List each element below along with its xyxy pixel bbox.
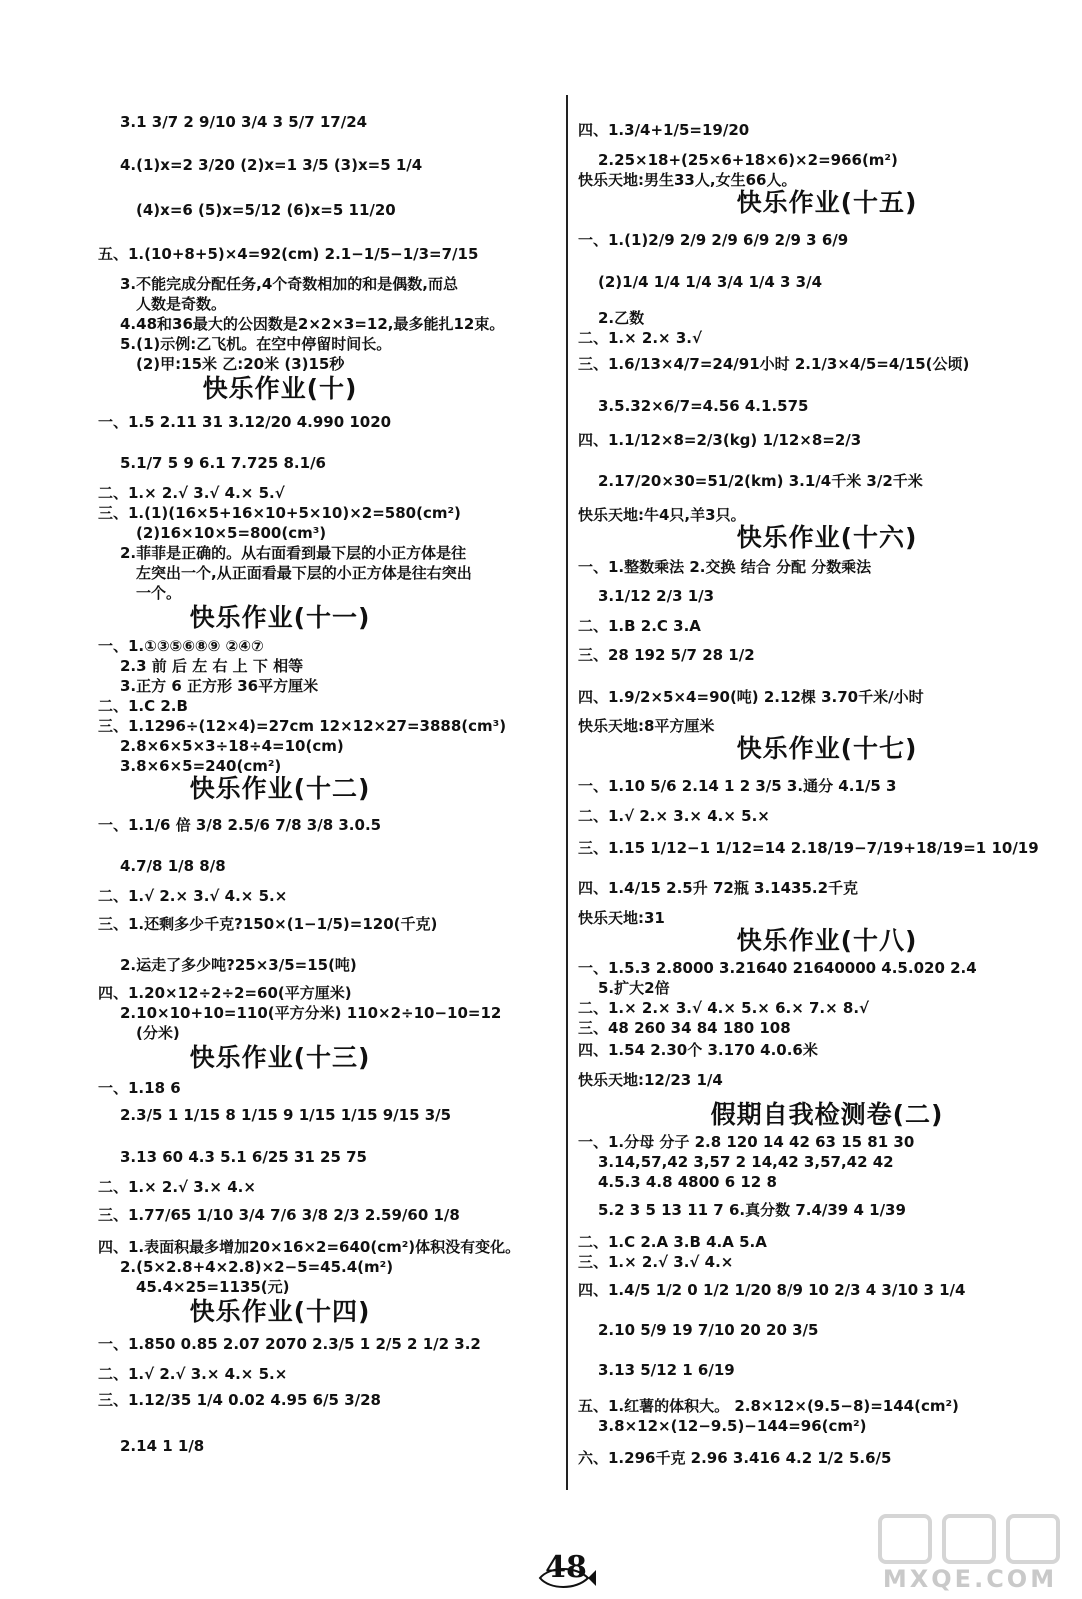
answer-line: (2)1/4 1/4 1/4 3/4 1/4 3 3/4: [598, 273, 823, 291]
answer-line: 快乐天地:31: [578, 909, 665, 927]
section-heading: 快乐作业(十一): [189, 603, 371, 632]
answer-line: 五、1.(10+8+5)×4=92(cm) 2.1−1/5−1/3=7/15: [98, 245, 479, 263]
answer-line: 快乐天地:12/23 1/4: [578, 1071, 723, 1089]
answer-line: 二、1.C 2.A 3.B 4.A 5.A: [578, 1233, 767, 1251]
answer-line: (2)甲:15米 乙:20米 (3)15秒: [136, 355, 345, 373]
answer-line: 2.乙数: [598, 309, 645, 327]
answer-line: 3.不能完成分配任务,4个奇数相加的和是偶数,而总: [120, 275, 458, 293]
section-heading: 快乐作业(十八): [736, 926, 918, 955]
column-divider: [566, 95, 568, 1490]
answer-line: 2.14 1 1/8: [120, 1437, 205, 1455]
answer-line: 一、1.①③⑤⑥⑧⑨ ②④⑦: [98, 637, 264, 655]
answer-line: 三、1.6/13×4/7=24/91小时 2.1/3×4/5=4/15(公顷): [578, 355, 970, 373]
answer-line: 三、1.× 2.√ 3.√ 4.×: [578, 1253, 734, 1271]
answer-line: 二、1.× 2.√ 3.√ 4.× 5.√: [98, 484, 285, 502]
answer-line: 2.10 5/9 19 7/10 20 20 3/5: [598, 1321, 819, 1339]
answer-line: 2.3/5 1 1/15 8 1/15 9 1/15 1/15 9/15 3/5: [120, 1106, 452, 1124]
answer-line: 一、1.5.3 2.8000 3.21640 21640000 4.5.020 2.4: [578, 959, 977, 977]
answer-line: 四、1.4/5 1/2 0 1/2 1/20 8/9 10 2/3 4 3/10 3 1/4: [578, 1281, 966, 1299]
answer-line: 4.7/8 1/8 8/8: [120, 857, 226, 875]
answer-line: (4)x=6 (5)x=5/12 (6)x=5 11/20: [136, 201, 396, 219]
answer-line: 2.25×18+(25×6+18×6)×2=966(m²): [598, 151, 898, 169]
answer-line: 四、1.1/12×8=2/3(kg) 1/12×8=2/3: [578, 431, 862, 449]
answer-line: 3.13 5/12 1 6/19: [598, 1361, 735, 1379]
answer-line: 人数是奇数。: [136, 295, 227, 313]
section-heading: 快乐作业(十四): [189, 1297, 371, 1326]
answer-line: 二、1.× 2.× 3.√: [578, 329, 702, 347]
watermark: [870, 1510, 1070, 1595]
answer-line: (分米): [136, 1024, 180, 1042]
answer-line: 四、1.4/15 2.5升 72瓶 3.1435.2千克: [578, 879, 859, 897]
page-number-text: 48: [545, 1550, 587, 1585]
section-heading: 快乐作业(十三): [189, 1043, 371, 1072]
answer-line: 五、1.红薯的体积大。 2.8×12×(9.5−8)=144(cm²): [578, 1397, 959, 1415]
answer-line: 5.2 3 5 13 11 7 6.真分数 7.4/39 4 1/39: [598, 1201, 906, 1219]
answer-line: 二、1.× 2.√ 3.× 4.×: [98, 1178, 256, 1196]
answer-line: 2.(5×2.8+4×2.8)×2−5=45.4(m²): [120, 1258, 394, 1276]
section-heading: 快乐作业(十): [202, 374, 358, 403]
answer-line: 二、1.C 2.B: [98, 697, 188, 715]
answer-line: 3.14,57,42 3,57 2 14,42 3,57,42 42: [598, 1153, 894, 1171]
answer-line: 三、1.(1)(16×5+16×10+5×10)×2=580(cm²): [98, 504, 461, 522]
answer-line: 三、1.77/65 1/10 3/4 7/6 3/8 2/3 2.59/60 1/8: [98, 1206, 460, 1224]
answer-line: 2.8×6×5×3÷18÷4=10(cm): [120, 737, 344, 755]
answer-line: 四、1.54 2.30个 3.170 4.0.6米: [578, 1041, 818, 1059]
answer-line: 四、1.表面积最多增加20×16×2=640(cm²)体积没有变化。: [98, 1238, 521, 1256]
answer-line: (2)16×10×5=800(cm³): [136, 524, 327, 542]
answer-line: 2.10×10+10=110(平方分米) 110×2÷10−10=12: [120, 1004, 502, 1022]
answer-line: 二、1.√ 2.× 3.× 4.× 5.×: [578, 807, 770, 825]
answer-line: 快乐天地:男生33人,女生66人。: [578, 171, 797, 189]
answer-line: 二、1.× 2.× 3.√ 4.× 5.× 6.× 7.× 8.√: [578, 999, 870, 1017]
watermark-logo-icon: [870, 1510, 1070, 1570]
answer-line: 三、1.还剩多少千克?150×(1−1/5)=120(千克): [98, 915, 438, 933]
answer-line: 3.正方 6 正方形 36平方厘米: [120, 677, 319, 695]
answer-line: 一、1.1/6 倍 3/8 2.5/6 7/8 3/8 3.0.5: [98, 816, 382, 834]
answer-line: 3.1 3/7 2 9/10 3/4 3 5/7 17/24: [120, 113, 368, 131]
answer-line: 左突出一个,从正面看最下层的小正方体是往右突出: [136, 564, 472, 582]
answer-line: 2.菲菲是正确的。从右面看到最下层的小正方体是往: [120, 544, 467, 562]
answer-line: 一、1.分母 分子 2.8 120 14 42 63 15 81 30: [578, 1133, 915, 1151]
answer-line: 4.48和36最大的公因数是2×2×3=12,最多能扎12束。: [120, 315, 505, 333]
section-heading: 快乐作业(十六): [736, 523, 918, 552]
answer-line: 4.5.3 4.8 4800 6 12 8: [598, 1173, 777, 1191]
answer-line: 3.5.32×6/7=4.56 4.1.575: [598, 397, 809, 415]
answer-line: 2.3 前 后 左 右 上 下 相等: [120, 657, 304, 675]
section-heading: 快乐作业(十二): [189, 774, 371, 803]
section-heading: 快乐作业(十七): [736, 734, 918, 763]
answer-line: 三、28 192 5/7 28 1/2: [578, 646, 755, 664]
answer-line: 一、1.(1)2/9 2/9 2/9 6/9 2/9 3 6/9: [578, 231, 849, 249]
answer-line: 3.8×12×(12−9.5)−144=96(cm²): [598, 1417, 867, 1435]
answer-line: 4.(1)x=2 3/20 (2)x=1 3/5 (3)x=5 1/4: [120, 156, 423, 174]
answer-line: 5.扩大2倍: [598, 979, 670, 997]
answer-line: 四、1.9/2×5×4=90(吨) 2.12棵 3.70千米/小时: [578, 688, 924, 706]
answer-line: 一、1.10 5/6 2.14 1 2 3/5 3.通分 4.1/5 3: [578, 777, 897, 795]
answer-line: 45.4×25=1135(元): [136, 1278, 290, 1296]
answer-line: 一个。: [136, 584, 182, 602]
answer-line: 5.1/7 5 9 6.1 7.725 8.1/6: [120, 454, 326, 472]
watermark-text: MXQE.COM: [882, 1565, 1058, 1593]
answer-line: 5.(1)示例:乙飞机。在空中停留时间长。: [120, 335, 392, 353]
answer-line: 四、1.20×12÷2÷2=60(平方厘米): [98, 984, 352, 1002]
answer-line: 三、48 260 34 84 180 108: [578, 1019, 791, 1037]
page-number: [536, 1548, 596, 1596]
answer-line: 2.17/20×30=51/2(km) 3.1/4千米 3/2千米: [598, 472, 923, 490]
answer-line: 二、1.√ 2.× 3.√ 4.× 5.×: [98, 887, 288, 905]
answer-line: 快乐天地:8平方厘米: [578, 717, 715, 735]
answer-line: 六、1.296千克 2.96 3.416 4.2 1/2 5.6/5: [578, 1449, 892, 1467]
answer-line: 一、1.850 0.85 2.07 2070 2.3/5 1 2/5 2 1/2 3.2: [98, 1335, 481, 1353]
answer-line: 二、1.B 2.C 3.A: [578, 617, 701, 635]
answer-line: 3.8×6×5=240(cm²): [120, 757, 282, 775]
answer-line: 四、1.3/4+1/5=19/20: [578, 121, 750, 139]
answer-line: 三、1.12/35 1/4 0.02 4.95 6/5 3/28: [98, 1391, 381, 1409]
answer-line: 2.运走了多少吨?25×3/5=15(吨): [120, 956, 357, 974]
answer-line: 快乐天地:牛4只,羊3只。: [578, 506, 746, 524]
answer-line: 一、1.18 6: [98, 1079, 181, 1097]
section-heading: 假期自我检测卷(二): [710, 1100, 944, 1129]
answer-line: 三、1.15 1/12−1 1/12=14 2.18/19−7/19+18/19=1 10/19: [578, 839, 1039, 857]
answer-line: 3.13 60 4.3 5.1 6/25 31 25 75: [120, 1148, 367, 1166]
answer-line: 一、1.整数乘法 2.交换 结合 分配 分数乘法: [578, 558, 872, 576]
answer-line: 3.1/12 2/3 1/3: [598, 587, 715, 605]
answer-line: 二、1.√ 2.√ 3.× 4.× 5.×: [98, 1365, 288, 1383]
section-heading: 快乐作业(十五): [736, 188, 918, 217]
answer-line: 一、1.5 2.11 31 3.12/20 4.990 1020: [98, 413, 392, 431]
answer-line: 三、1.1296÷(12×4)=27cm 12×12×27=3888(cm³): [98, 717, 507, 735]
